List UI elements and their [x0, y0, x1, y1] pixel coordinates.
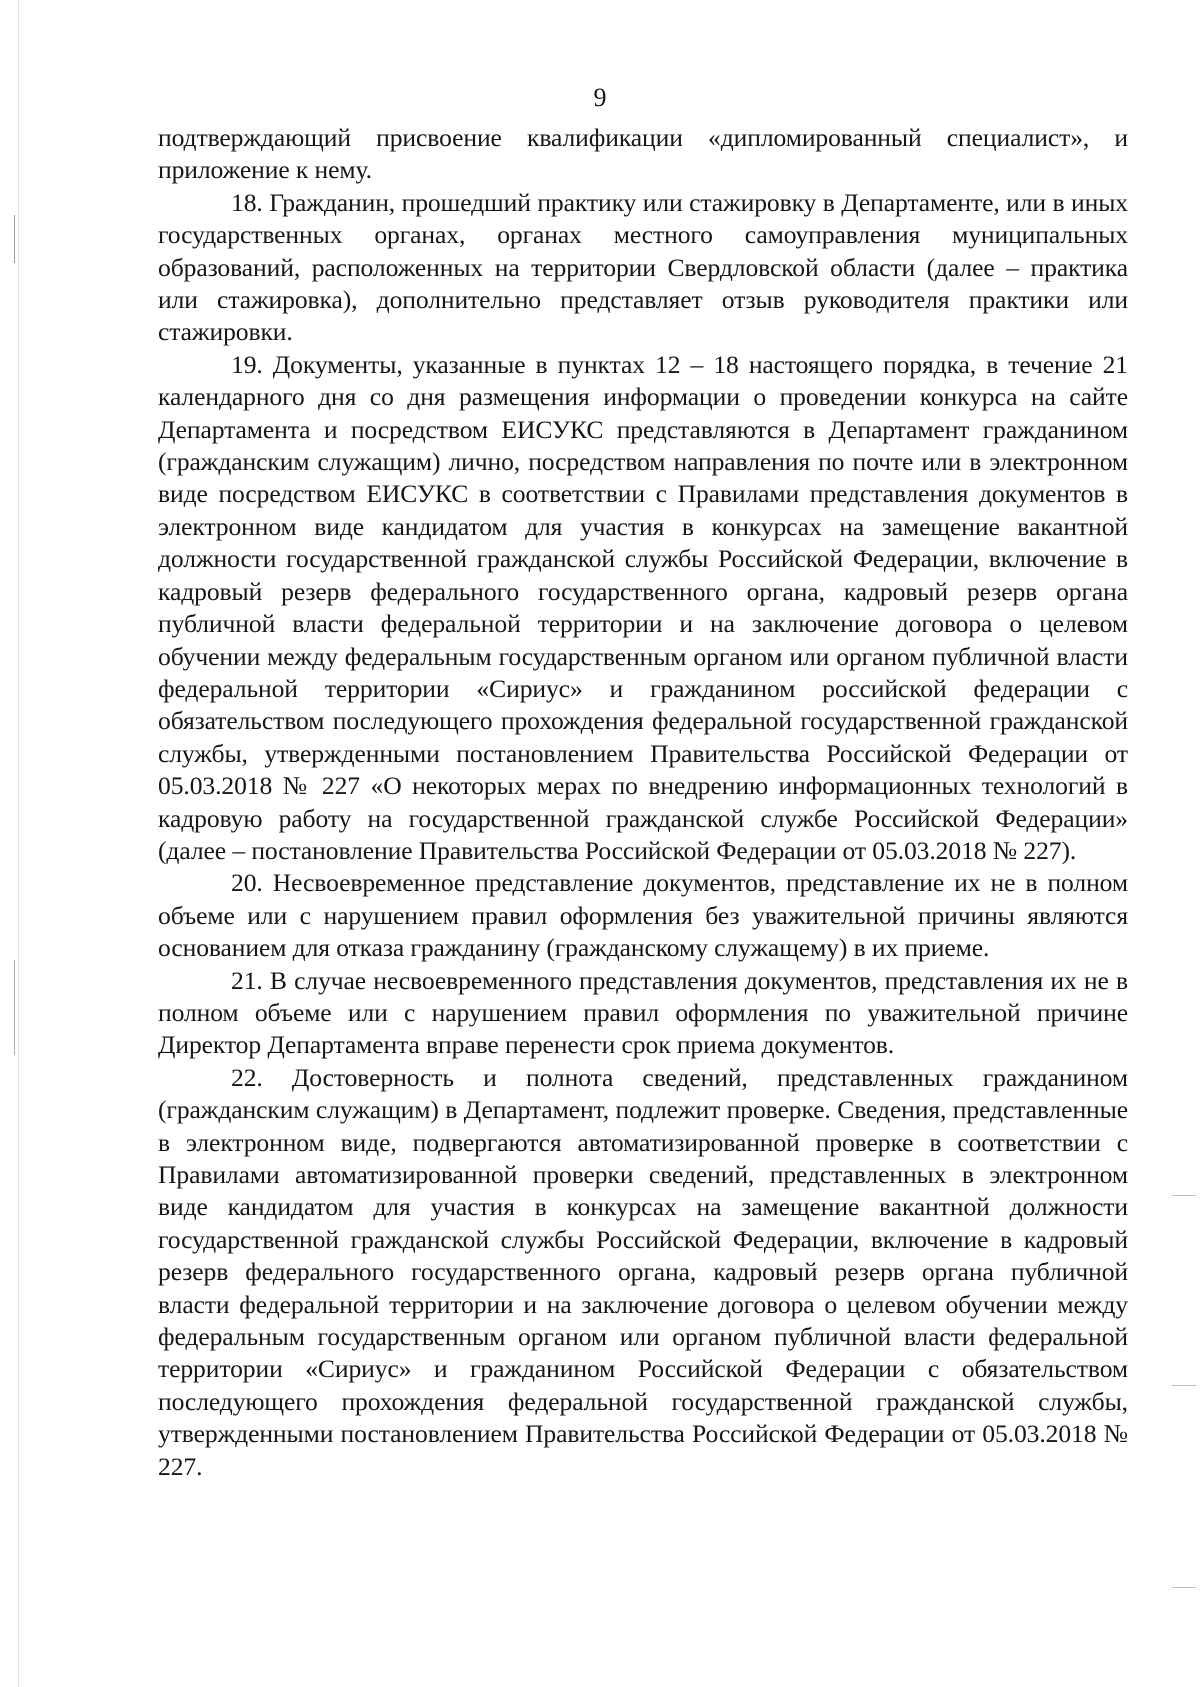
document-body [158, 122, 1128, 1483]
scan-right-dash [1172, 1587, 1196, 1588]
scan-left-edge [18, 0, 19, 1687]
scan-left-mark [14, 215, 15, 263]
paragraph-21: 21. В случае несвоевременного представления документов, представления их не в полном объеме или с нарушением правил оформления по уважительной причине Директор Департамента вправе перенести срок приема документов. [158, 965, 1128, 1060]
scan-right-dash [1172, 1385, 1196, 1386]
paragraph-22: 22. Достоверность и полнота сведений, представленных гражданином (гражданским служащим) в Департамент, подлежит проверке. Сведения, представленные в электронном виде, подвергаются автоматизированной проверке в соответствии с Правилами автоматизированной проверки сведений, представленных в электронном виде кандидатом для участия в конкурсах на замещение вакантной должности государственной гражданской службы Российской Федерации, включение в кадровый резерв федерального государственного органа, кадровый резерв органа публичной власти федеральной территории и на заключение договора о целевом обучении между федеральным государственным органом или органом публичной власти федеральной территории «Сириус» и гражданином Российской Федерации с обязательством последующего прохождения федеральной государственной гражданской службы, утвержденными постановлением Правительства Российской Федерации от 05.03.2018 № 227. [158, 1062, 1128, 1481]
page-number: 9 [593, 83, 607, 112]
paragraph-20: 20. Несвоевременное представление документов, представление их не в полном объеме или с нарушением правил оформления без уважительной причины являются основанием для отказа гражданину (гражданскому служащему) в их приеме. [158, 868, 1128, 963]
paragraph-continuation: подтверждающий присвоение квалификации «дипломированный специалист», и приложение к нему. [158, 123, 1128, 185]
scan-right-dash [1172, 1195, 1196, 1196]
paragraph-19: 19. Документы, указанные в пунктах 12 – 18 настоящего порядка, в течение 21 календарного дня со дня размещения информации о проведении конкурса на сайте Департамента и посредством ЕИСУКС представляются в Департамент гражданином (гражданским служащим) лично, посредством направления по почте или в электронном виде посредством ЕИСУКС в соответствии с Правилами представления документов в электронном виде кандидатом для участия в конкурсах на замещение вакантной должности государственной гражданской службы Российской Федерации, включение в кадровый резерв федерального государственного органа, кадровый резерв органа публичной власти федеральной территории и на заключение договора о целевом обучении между федеральным государственным органом или органом публичной власти федеральной территории «Сириус» и гражданином российской федерации с обязательством последующего прохождения федеральной государственной гражданской службы, утвержденными постановлением Правительства Российской Федерации от 05.03.2018 № 227 «О некоторых мерах по внедрению информационных технологий в кадровую работу на государственной гражданской службе Российской Федерации» (далее – постановление Правительства Российской Федерации от 05.03.2018 № 227). [158, 349, 1128, 865]
paragraph-18: 18. Гражданин, прошедший практику или стажировку в Департаменте, или в иных государственных органах, органах местного самоуправления муниципальных образований, расположенных на территории Свердловской области (далее – практика или стажировка), дополнительно представляет отзыв руководителя практики или стажировки. [158, 187, 1128, 347]
scan-left-mark [14, 960, 15, 1055]
